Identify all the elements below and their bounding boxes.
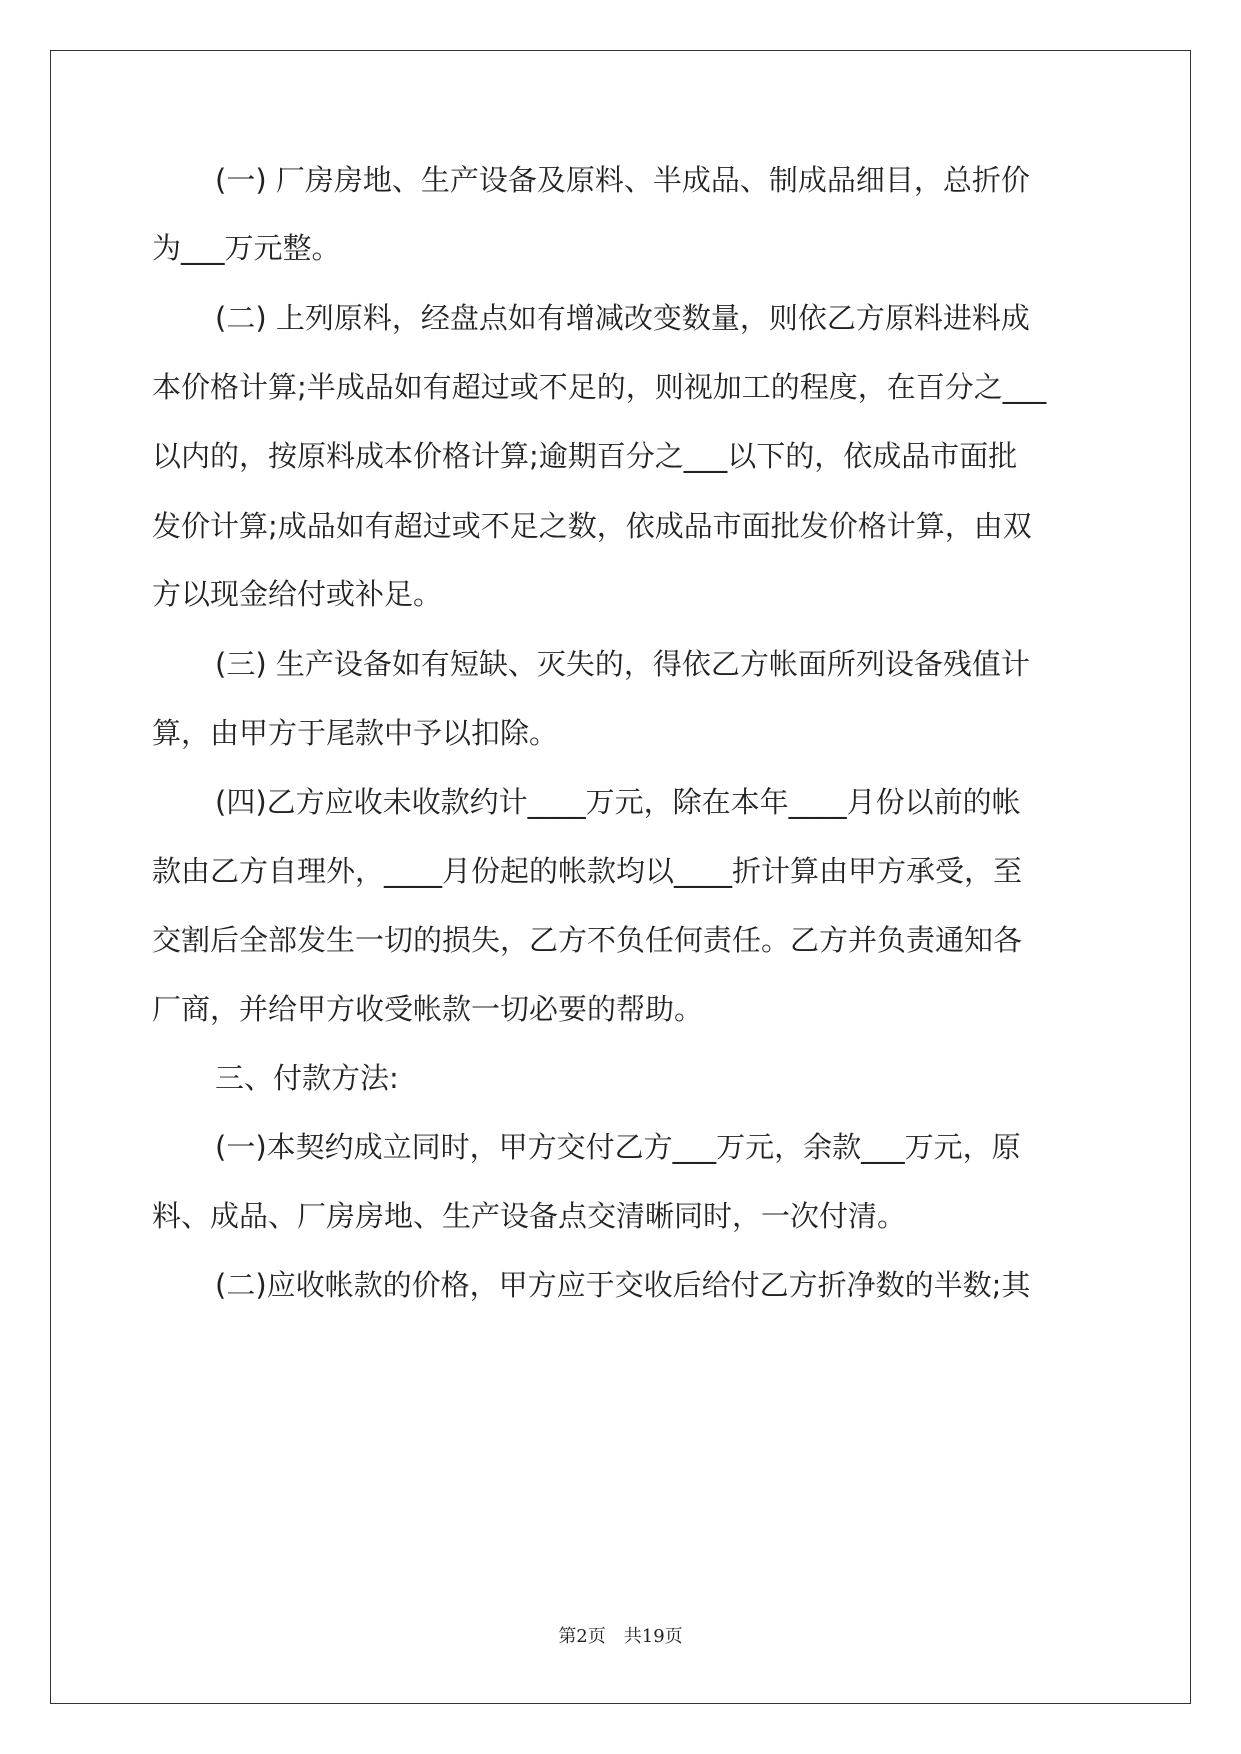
paragraph-line: (二) 上列原料，经盘点如有增减改变数量，则依乙方原料进料成 — [215, 301, 1030, 335]
paragraph-line: 发价计算;成品如有超过或不足之数，依成品市面批发价格计算，由双 — [152, 509, 1032, 543]
paragraph-line: 料、成品、厂房房地、生产设备点交清晰同时，一次付清。 — [152, 1199, 907, 1233]
paragraph-line: 本价格计算;半成品如有超过或不足的，则视加工的程度，在百分之___ — [152, 370, 1047, 404]
paragraph-line: (三) 生产设备如有短缺、灭失的，得依乙方帐面所列设备残值计 — [215, 647, 1030, 681]
paragraph-line: (四)乙方应收未收款约计____万元，除在本年____月份以前的帐 — [215, 785, 1021, 819]
paragraph-line: (二)应收帐款的价格，甲方应于交收后给付乙方折净数的半数;其 — [215, 1268, 1031, 1302]
paragraph-line: 款由乙方自理外，____月份起的帐款均以____折计算由甲方承受，至 — [152, 854, 1023, 888]
paragraph-line: 为___万元整。 — [152, 231, 341, 265]
page-number: 第2页 共19页 — [558, 1626, 683, 1647]
paragraph-line: (一) 厂房房地、生产设备及原料、半成品、制成品细目，总折价 — [215, 163, 1030, 197]
paragraph-line: (一)本契约成立同时，甲方交付乙方___万元，余款___万元，原 — [215, 1130, 1021, 1164]
paragraph-line: 方以现金给付或补足。 — [152, 577, 443, 611]
paragraph-line: 厂商，并给甲方收受帐款一切必要的帮助。 — [152, 992, 704, 1026]
paragraph-line: 交割后全部发生一切的损失，乙方不负任何责任。乙方并负责通知各 — [152, 923, 1023, 957]
section-heading: 三、付款方法: — [215, 1061, 399, 1095]
paragraph-line: 算，由甲方于尾款中予以扣除。 — [152, 716, 559, 750]
paragraph-line: 以内的，按原料成本价格计算;逾期百分之___以下的，依成品市面批 — [152, 439, 1018, 473]
